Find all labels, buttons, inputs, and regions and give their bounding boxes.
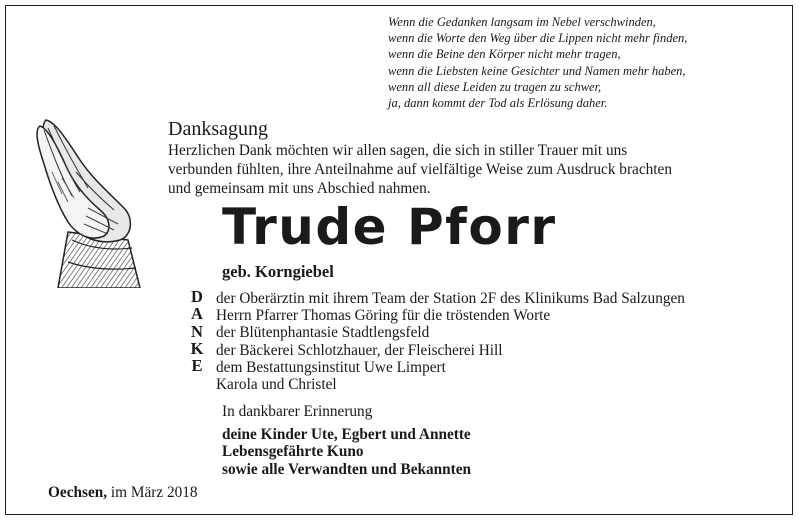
thanks-heading: Danksagung bbox=[168, 118, 268, 140]
poem-line: wenn die Beine den Körper nicht mehr tragen, bbox=[388, 47, 621, 62]
danke-letter: A bbox=[191, 304, 203, 324]
praying-hands-icon bbox=[28, 112, 178, 288]
danke-letter: K bbox=[190, 338, 204, 358]
recipient-item: Karola und Christel bbox=[216, 376, 337, 394]
date: im März 2018 bbox=[110, 484, 198, 501]
recipient-item: der Oberärztin mit ihrem Team der Station 2F des Klinikums Bad Salzungen bbox=[216, 290, 685, 307]
recipient-list bbox=[216, 290, 685, 393]
recipient-item: der Bäckerei Schlotzhauer, der Fleischerei Hill bbox=[216, 341, 503, 359]
family-line: deine Kinder Ute, Egbert und Annette bbox=[222, 426, 471, 443]
poem-line: wenn die Liebsten keine Gesichter und Namen mehr haben, bbox=[388, 63, 686, 78]
danke-letter: N bbox=[191, 321, 203, 341]
place: Oechsen, bbox=[48, 484, 108, 501]
thanks-line: verbunden fühlten, ihre Anteilnahme auf vielfältige Weise zum Ausdruck brachten bbox=[168, 161, 672, 178]
family-line: sowie alle Verwandten und Bekannten bbox=[222, 460, 472, 478]
maiden-name: geb. Korngiebel bbox=[222, 262, 334, 281]
deceased-name: Trude Pforr bbox=[222, 198, 557, 256]
poem-line: wenn all diese Leiden zu tragen zu schwer, bbox=[388, 79, 602, 94]
thanks-paragraph bbox=[168, 141, 778, 198]
place-date bbox=[48, 484, 198, 502]
poem bbox=[388, 14, 788, 111]
poem-line: wenn die Worte den Weg über die Lippen nicht mehr finden, bbox=[388, 31, 688, 46]
recipient-item: der Blütenphantasie Stadtlengsfeld bbox=[216, 324, 430, 342]
danke-letter: D bbox=[191, 287, 203, 306]
family-line: Lebensgefährte Kuno bbox=[222, 443, 364, 461]
recipient-item: Herrn Pfarrer Thomas Göring für die tröstenden Worte bbox=[216, 307, 551, 325]
poem-line: Wenn die Gedanken langsam im Nebel verschwinden, bbox=[388, 15, 656, 29]
family-signature bbox=[222, 426, 471, 478]
danke-letter: E bbox=[191, 356, 203, 376]
thanks-line: und gemeinsam mit uns Abschied nahmen. bbox=[168, 180, 431, 197]
danke-vertical-word bbox=[186, 288, 208, 374]
recipient-item: dem Bestattungsinstitut Uwe Limpert bbox=[216, 358, 446, 376]
thanks-line: Herzlichen Dank möchten wir allen sagen, die sich in stiller Trauer mit uns bbox=[168, 142, 628, 159]
memory-intro: In dankbarer Erinnerung bbox=[222, 403, 373, 420]
poem-line: ja, dann kommt der Tod als Erlösung daher. bbox=[388, 96, 608, 111]
